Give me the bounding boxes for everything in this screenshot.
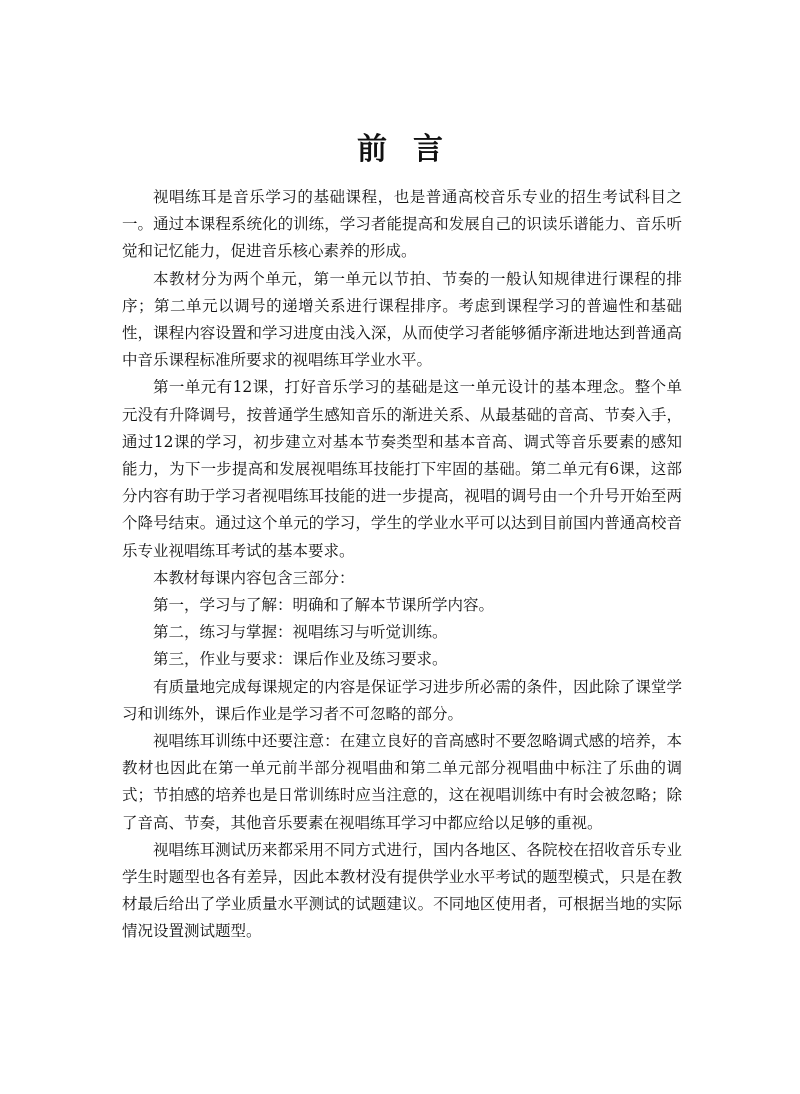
paragraph: 第三，作业与要求：课后作业及练习要求。 <box>153 650 448 669</box>
paragraph: 本教材每课内容包含三部分： <box>153 568 355 587</box>
paragraph: 视唱练耳是音乐学习的基础课程，也是普通高校音乐专业的招生考试科目之一。通过本课程系统化的训练，学习者能提高和发展自己的识读乐谱能力、音乐听觉和记忆能力，促进音乐核心素养的形成。 <box>122 188 682 261</box>
preface-body <box>122 184 682 946</box>
paragraph: 第一，学习与了解：明确和了解本节课所学内容。 <box>153 596 495 615</box>
paragraph: 有质量地完成每课规定的内容是保证学习进步所必需的条件，因此除了课堂学习和训练外，课后作业是学习者不可忽略的部分。 <box>122 677 682 723</box>
paragraph: 第一单元有12课，打好音乐学习的基础是这一单元设计的基本理念。整个单元没有升降调号，按普通学生感知音乐的渐进关系、从最基础的音高、节奏入手，通过12课的学习，初步建立对基本节奏类型和基本音高、调式等音乐要素的感知能力，为下一步提高和发展视唱练耳技能打下牢固的基础。第二单元有6课，这部分内容有助于学习者视唱练耳技能的进一步提高，视唱的调号由一个升号开始至两个降号结束。通过这个单元的学习，学生的学业水平可以达到目前国内普通高校音乐专业视唱练耳考试的基本要求。 <box>122 378 682 560</box>
paragraph: 视唱练耳测试历来都采用不同方式进行，国内各地区、各院校在招收音乐专业学生时题型也各有差异，因此本教材没有提供学业水平考试的题型模式，只是在教材最后给出了学业质量水平测试的试题建议。不同地区使用者，可根据当地的实际情况设置测试题型。 <box>122 840 682 941</box>
paragraph: 本教材分为两个单元，第一单元以节拍、节奏的一般认知规律进行课程的排序；第二单元以调号的递增关系进行课程排序。考虑到课程学习的普遍性和基础性，课程内容设置和学习进度由浅入深，从而使学习者能够循序渐进地达到普通高中音乐课程标准所要求的视唱练耳学业水平。 <box>122 269 682 370</box>
paragraph: 视唱练耳训练中还要注意：在建立良好的音高感时不要忽略调式感的培养，本教材也因此在第一单元前半部分视唱曲和第二单元部分视唱曲中标注了乐曲的调式；节拍感的培养也是日常训练时应当注意的，这在视唱训练中有时会被忽略；除了音高、节奏，其他音乐要素在视唱练耳学习中都应给以足够的重视。 <box>122 732 682 832</box>
page-title: 前言 <box>357 132 469 167</box>
paragraph: 第二，练习与掌握：视唱练习与听觉训练。 <box>153 623 448 642</box>
